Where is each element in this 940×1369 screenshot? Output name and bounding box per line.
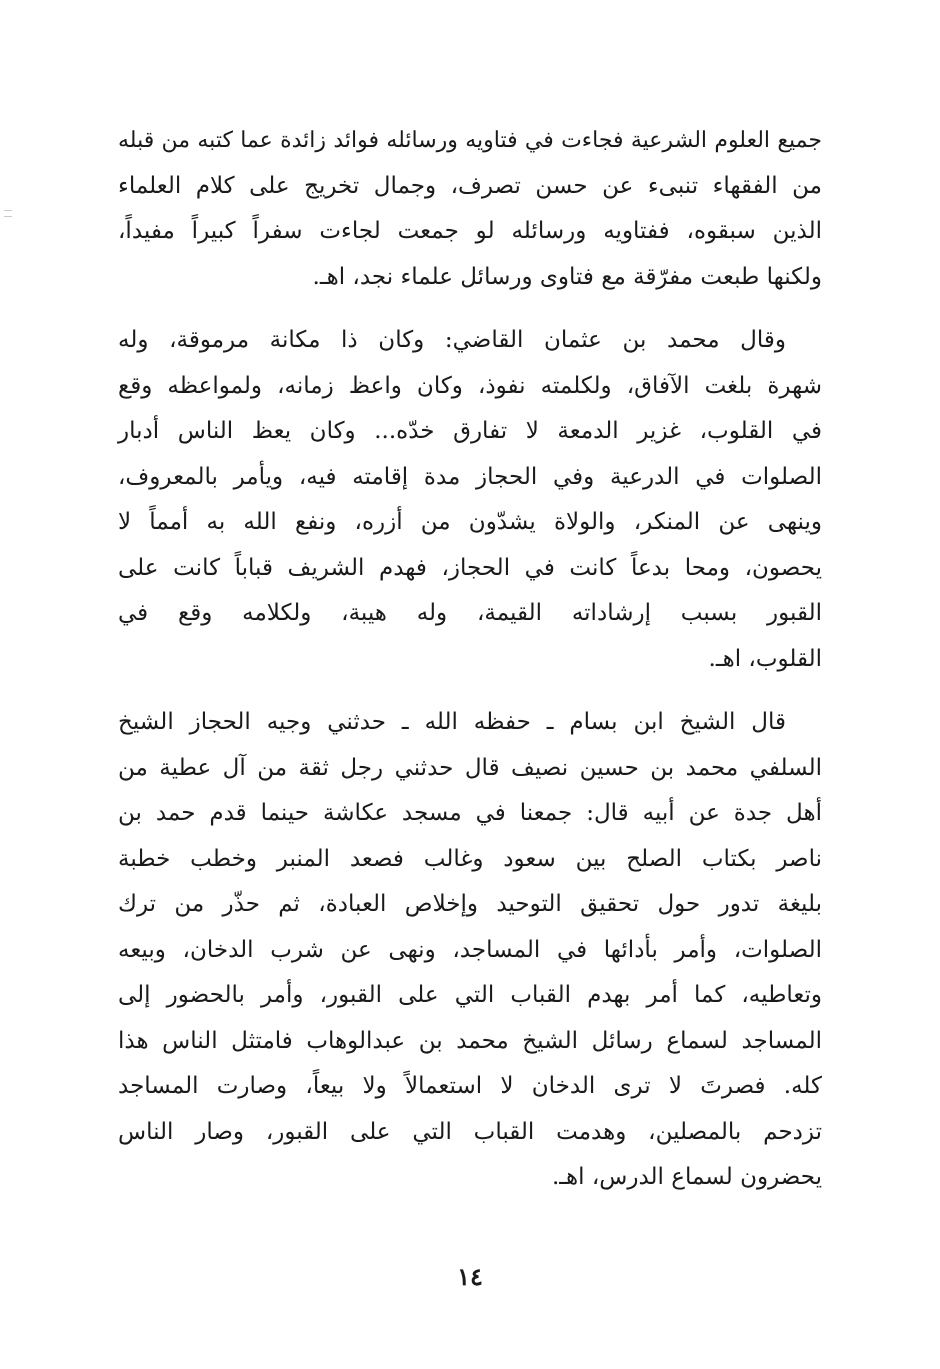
- text-line: الصلوات في الدرعية وفي الحجاز مدة إقامته فيه، ويأمر بالمعروف،: [118, 463, 822, 490]
- body-text: [118, 118, 822, 1201]
- text-line: قال الشيخ ابن بسام ـ حفظه الله ـ حدثني وجيه الحجاز الشيخ: [118, 709, 786, 735]
- text-line: من الفقهاء تنبىء عن حسن تصرف، وجمال تخريج على كلام العلماء: [118, 172, 822, 199]
- text-line: القلوب، اهـ.: [708, 645, 822, 672]
- text-line: بليغة تدور حول تحقيق التوحيد وإخلاص العبادة، ثم حذّر من ترك: [118, 891, 822, 917]
- paragraph-3: [118, 700, 822, 1201]
- text-line: يحصون، ومحا بدعاً كانت في الحجاز، فهدم الشريف قباباً كانت على: [118, 554, 822, 581]
- text-line: وتعاطيه، كما أمر بهدم القباب التي على القبور، وأمر بالحضور إلى: [118, 982, 822, 1008]
- paragraph-1: [118, 118, 822, 300]
- text-line: القبور بسبب إرشاداته القيمة، وله هيبة، ولكلامه وقع في: [118, 600, 822, 626]
- text-line: وينهى عن المنكر، والولاة يشدّون من أزره، ونفع الله به أمماً لا: [118, 509, 822, 535]
- text-line: وقال محمد بن عثمان القاضي: وكان ذا مكانة مرموقة، وله: [118, 327, 786, 353]
- text-line: جميع العلوم الشرعية فجاءت في فتاويه ورسائله فوائد زائدة عما كتبه من قبله: [118, 128, 822, 153]
- scan-artifact-mark: [4, 216, 12, 217]
- text-line: تزدحم بالمصلين، وهدمت القباب التي على القبور، وصار الناس: [118, 1118, 822, 1145]
- text-line: ولكنها طبعت مفرّقة مع فتاوى ورسائل علماء نجد، اهـ.: [312, 263, 822, 290]
- text-line: ناصر بكتاب الصلح بين سعود وغالب فصعد المنبر وخطب خطبة: [118, 845, 822, 872]
- text-line: الذين سبقوه، ففتاويه ورسائله لو جمعت لجاءت سفراً كبيراً مفيداً،: [118, 218, 822, 244]
- text-line: الصلوات، وأمر بأدائها في المساجد، ونهى عن شرب الدخان، وبيعه: [118, 936, 822, 963]
- page-number: ١٤: [457, 1262, 483, 1291]
- scan-artifact-mark: [4, 210, 12, 211]
- text-line: المساجد لسماع رسائل الشيخ محمد بن عبدالوهاب فامتثل الناس هذا: [118, 1027, 822, 1054]
- text-line: في القلوب، غزير الدمعة لا تفارق خدّه... وكان يعظ الناس أدبار: [118, 418, 822, 444]
- paragraph-2: [118, 318, 822, 682]
- text-line: أهل جدة عن أبيه قال: جمعنا في مسجد عكاشة حينما قدم حمد بن: [118, 800, 822, 826]
- text-line: السلفي محمد بن حسين نصيف قال حدثني رجل ثقة من آل عطية من: [118, 754, 822, 781]
- text-line: شهرة بلغت الآفاق، ولكلمته نفوذ، وكان واعظ زمانه، ولمواعظه وقع: [118, 372, 822, 399]
- text-line: يحضرون لسماع الدرس، اهـ.: [551, 1164, 822, 1190]
- text-line: كله. فصرتَ لا ترى الدخان لا استعمالاً ولا بيعاً، وصارت المساجد: [118, 1073, 822, 1099]
